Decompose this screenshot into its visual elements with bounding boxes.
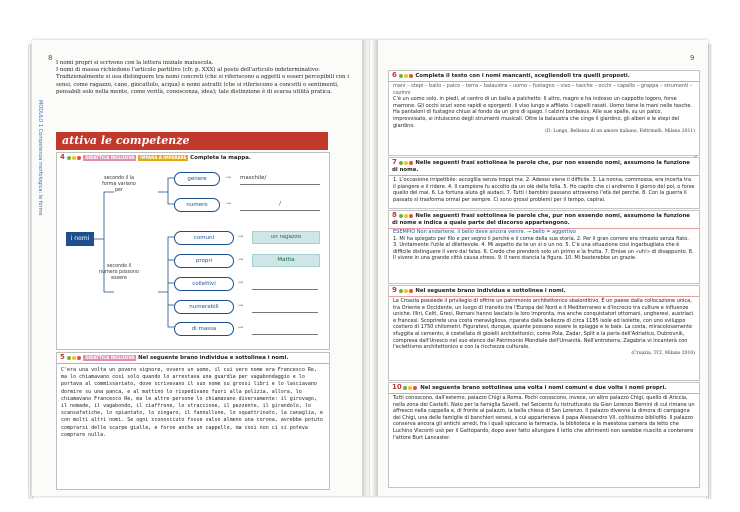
exercise-5-instruction: Nel seguente brano individua e sottolinea i nomi. (138, 355, 289, 361)
exercise-10-header (389, 383, 699, 394)
difficulty-dots (399, 213, 414, 219)
exercise-6 (388, 70, 700, 156)
exercise-8-number: 8 (392, 211, 397, 219)
exercise-10 (388, 382, 700, 488)
exercise-7-text: 1. L'occasione irripetibile: accoglila senza troppi ma. 2. Adesso viene il difficile. 3. La nonna, commossa, era incerta tra il piangere e il ridere. 4. Il campione fu accolto da un olè della folla. 5. Ho capito che ci andremo il giorno del poi, o forse quello del mai. 6. La fortuna aiuta gli audaci. 7. Tutti i bambini passano attraverso l'età del perché. 8. Con la guerra il passato si trasforma ormai per sempre. Ci sono grossi problemi per il tempo, capirai. (393, 177, 695, 203)
exercise-5-header (57, 353, 329, 364)
map-node-genere: genere (174, 172, 220, 186)
exercise-7 (388, 157, 700, 209)
exercise-8-header (389, 211, 699, 229)
map-node-collettivi: collettivi (174, 277, 234, 291)
exercise-9 (388, 285, 700, 381)
difficulty-dots (399, 73, 414, 79)
tag-inclusive: DIDATTICA INCLUSIVA (85, 154, 135, 160)
map-answer-comuni: un ragazzo (252, 231, 320, 244)
map-arrow: → (226, 200, 232, 207)
map-arrow: → (238, 279, 244, 286)
exercise-6-instruction: Completa il testo con i nomi mancanti, scegliendoli tra quelli proposti. (415, 73, 630, 79)
section-banner (56, 132, 328, 150)
right-page-number: 9 (690, 54, 695, 62)
difficulty-dots (67, 355, 82, 361)
difficulty-dots (403, 385, 418, 391)
map-node-propri: propri (174, 254, 234, 268)
map-arrow: → (238, 233, 244, 240)
left-page-number: 8 (48, 54, 53, 62)
map-arrow: → (238, 302, 244, 309)
exercise-6-number: 6 (392, 71, 397, 79)
exercise-5-number: 5 (60, 353, 65, 361)
exercise-10-number: 10 (392, 383, 402, 391)
exercise-8-example: ESEMPIO Non andartene, il bello deve ancora venire. → bello = aggettivo (393, 229, 576, 235)
left-running-head: MODULO 1 Competenza morfologica: le forme (37, 100, 43, 216)
map-answer-propri: Mattia (252, 254, 320, 267)
map-arrow: → (226, 174, 232, 181)
map-node-numero: numero (174, 198, 220, 212)
difficulty-dots (399, 160, 414, 166)
exercise-9-header (389, 286, 699, 297)
exercise-10-text: Tutti conoscono, dall'esterno, palazzo Chigi a Roma. Pochi conoscono, invece, un altro palazzo Chigi, quello di Ariccia, nella zona dei Castelli. Nato per la famiglia Savelli, nel Seicento fu ristrutturato da Gian Lorenzo Bernini di cui rimane un affresco nella cappella e, di fronte al palazzo, la bella chiesa di San Lorenzo. Il palazzo divenne la dimora di campagna dei Chigi, una delle famiglie di banchieri senesi, a cui apparteneva il papa Alessandro VII, coltissimo bibliofilo. Il palazzo conserva ancora gli antichi arredi, fra i quali spiccano la farmacia, la biblioteca e la maestosa camera da letto che Luchino Visconti usò per il Gattopardo, dopo aver fatto allungare il letto che altrimenti non sarebbe riuscito a contenere l'attore Burt Lancaster. (393, 395, 695, 441)
exercise-10-instruction: Nel seguente brano sottolinea una volta i nomi comuni e due volte i nomi propri. (420, 385, 667, 391)
exercise-5-text: C'era una volta un povero signore, ovvero un uomo, il cui vero nome era Francesco Re, ma lo chiamavano così solo quando lo arrestava una guardia per vagabondaggio e lo portava al commissariato, dove scrivevano il suo nome su grossi libri e lo lasciavano dormire su una panca, e al mattino lo rispedivano fuori alla polizia, allora, lo chiamavano Francesco Re, ma le altre persone lo chiamavano diversamente: il girovago, il nomade, il vagabondo, il ciaffrone, lo straccione, il pezzente, il girandolo, lo scansafatiche, lo spiantato, lo zingaro, il fannullone, lo squattrinato, la canaglia, e con molti altri nomi. Se ogni sconosciuto fosse valso almeno una corona, avrebbe potuto comprarsi delle scarpe gialle, e forse anche un cappello, ma così non ci si poteva comprare nulla. (61, 367, 323, 438)
exercise-4-number: 4 (60, 153, 65, 161)
tag-inclusive: DIDATTICA INCLUSIVA (85, 354, 135, 360)
exercise-9-text: La Croazia possiede il privilegio di offrire un patrimonio architettonico sbalorditivo. È un paese dalla collocazione unica, tra Oriente e Occidente, un luogo di transito tra l'Europa del Nord e il Mediterraneo e d'incrocio tra culture e influenze uniche. Illiri, Celti, Greci, Romani hanno lasciato la loro impronta, ma anche conquistatori ottomani, ungheresi, austriaci e francesi. Scoprirete una costa meravigliosa, riparata dalla bellezza di circa 1185 isole ed isolette, con uno sviluppo costiero di 1750 chilometri. Figuratevi, dunque, quante possano essere le spiagge e le baie. La costa, miracolosamente sfuggita al cemento, è costellata di gioielli architettonici, come Pola, Zadar, Split e la perla dell'Adriatico, Dubrovnik, compresa dall'Unesco nel suo elenco del Patrimonio Mondiale dell'Umanità. Nell'entroterra, Zagabria vi incanterà con l'eclettismo architettonico e con la ricchezza culturale. (393, 298, 694, 351)
map-node-comuni: comuni (174, 231, 234, 245)
map-node-di-massa: di massa (174, 322, 234, 336)
book-gutter (362, 40, 378, 496)
map-slot-numero[interactable]: / (240, 198, 320, 211)
map-label-number: secondo il numero possono essere (99, 264, 139, 281)
exercise-6-word-bank: mani – stepi – ballo – palco – terra – balaustra – uomo – fustagno – viso – tasche – occhi – capello – grappa – strumenti – cazinni (393, 83, 693, 96)
exercise-6-text: C'è un uomo solo, in piedi, al centro di un ballo a palchetto. Il altro, magro e ha indosso un cappotto logoro, forse marrone. Gli occhi scuri sono rapidi e sporgenti. Il viso lungo e affilato. I capelli rasati. Uomo tiene le mani nelle tasche. Ha pantaloni di fustagno chiusi al fondo da un giro di spago. I calzini bordeaux. Alle sue spalle, su un palco, improvvisato, si intuiscono degli strumenti musicali. Oltre la balaustra che cinge il giardino, gli alberi e le stepi del giardino. (393, 96, 693, 129)
map-slot-di-massa[interactable] (252, 322, 318, 335)
exercise-8-instruction: Nelle seguenti frasi sottolinea le parole che, pur non essendo nomi, assumono la funzione di nome e indica a quale parte del discorso appartengono. (392, 213, 690, 226)
map-root-node: i nomi (66, 232, 94, 246)
exercise-9-number: 9 (392, 286, 397, 294)
map-label-gender: secondo il la forma variano per (102, 176, 136, 193)
tag-learn: IMPARA A IMPARARE (140, 154, 187, 160)
exercise-9-source: (Croazia, TCI, Milano 2010) (631, 350, 695, 356)
exercise-6-source: (D. Longo, Bellezza di un amore italiano, Feltrinelli, Milano 2011) (545, 129, 695, 135)
exercise-7-header (389, 158, 699, 176)
intro-line-3: Tradizionalmente si usa distinguere tra nomi concreti (che si riferiscono a oggetti o esseri percepibili con i sensi, come ragazzo, cane, giocattolo, acqua) e nomi astratti (che si riferiscono a concetti o sentimenti, pensabili solo nella mente, come verità, conoscenza, idea); tale distinzione è di scarsa utilità pratica. (56, 74, 349, 95)
exercise-7-instruction: Nelle seguenti frasi sottolinea le parole che, pur non essendo nomi, assumono la funzione di nome. (392, 160, 690, 173)
map-slot-genere[interactable]: maschile/ (240, 172, 320, 185)
map-arrow: → (238, 324, 244, 331)
intro-text (56, 60, 356, 96)
exercise-7-number: 7 (392, 158, 397, 166)
exercise-6-header (389, 71, 699, 82)
map-slot-collettivi[interactable] (252, 277, 318, 290)
exercise-5 (56, 352, 330, 490)
difficulty-dots (399, 288, 414, 294)
exercise-4-instruction: Completa la mappa. (190, 155, 251, 161)
map-slot-numerabili[interactable] (252, 300, 318, 313)
intro-line-1: I nomi propri si scrivono con la lettera iniziale maiuscola. (56, 60, 214, 66)
map-arrow: → (238, 256, 244, 263)
intro-line-2: I nomi di massa richiedono l'articolo partitivo (cfr. p. XXX) al posto dell'articolo indeterminativo: (56, 67, 320, 74)
map-node-numerabili: numerabili (174, 300, 234, 314)
banner-title: attiva le competenze (62, 134, 190, 147)
exercise-8-text: 1. Mi ha spiegato per filo e per segno il perché e il come della sua storia. 2. Per il gran correre era rimasto senza fiato. 3. Unitamente l'utile al dilettevole. 4. Mi aspetto da te un sì o un no. 5. C'è una situazione così ingarbugliata che è difficile distinguere il vero dal falso. 6. Credo che prenderò solo un primo e la frutta. 7. Emise un «uh!» di disappunto. 8. Il vivere in una grande città causa stress. 9. Il nero stancia la figura. 10. Mi basterebbe un grazie. (393, 235, 694, 262)
exercise-8 (388, 210, 700, 284)
exercise-9-instruction: Nel seguente brano individua e sottolinea i nomi. (415, 288, 566, 294)
